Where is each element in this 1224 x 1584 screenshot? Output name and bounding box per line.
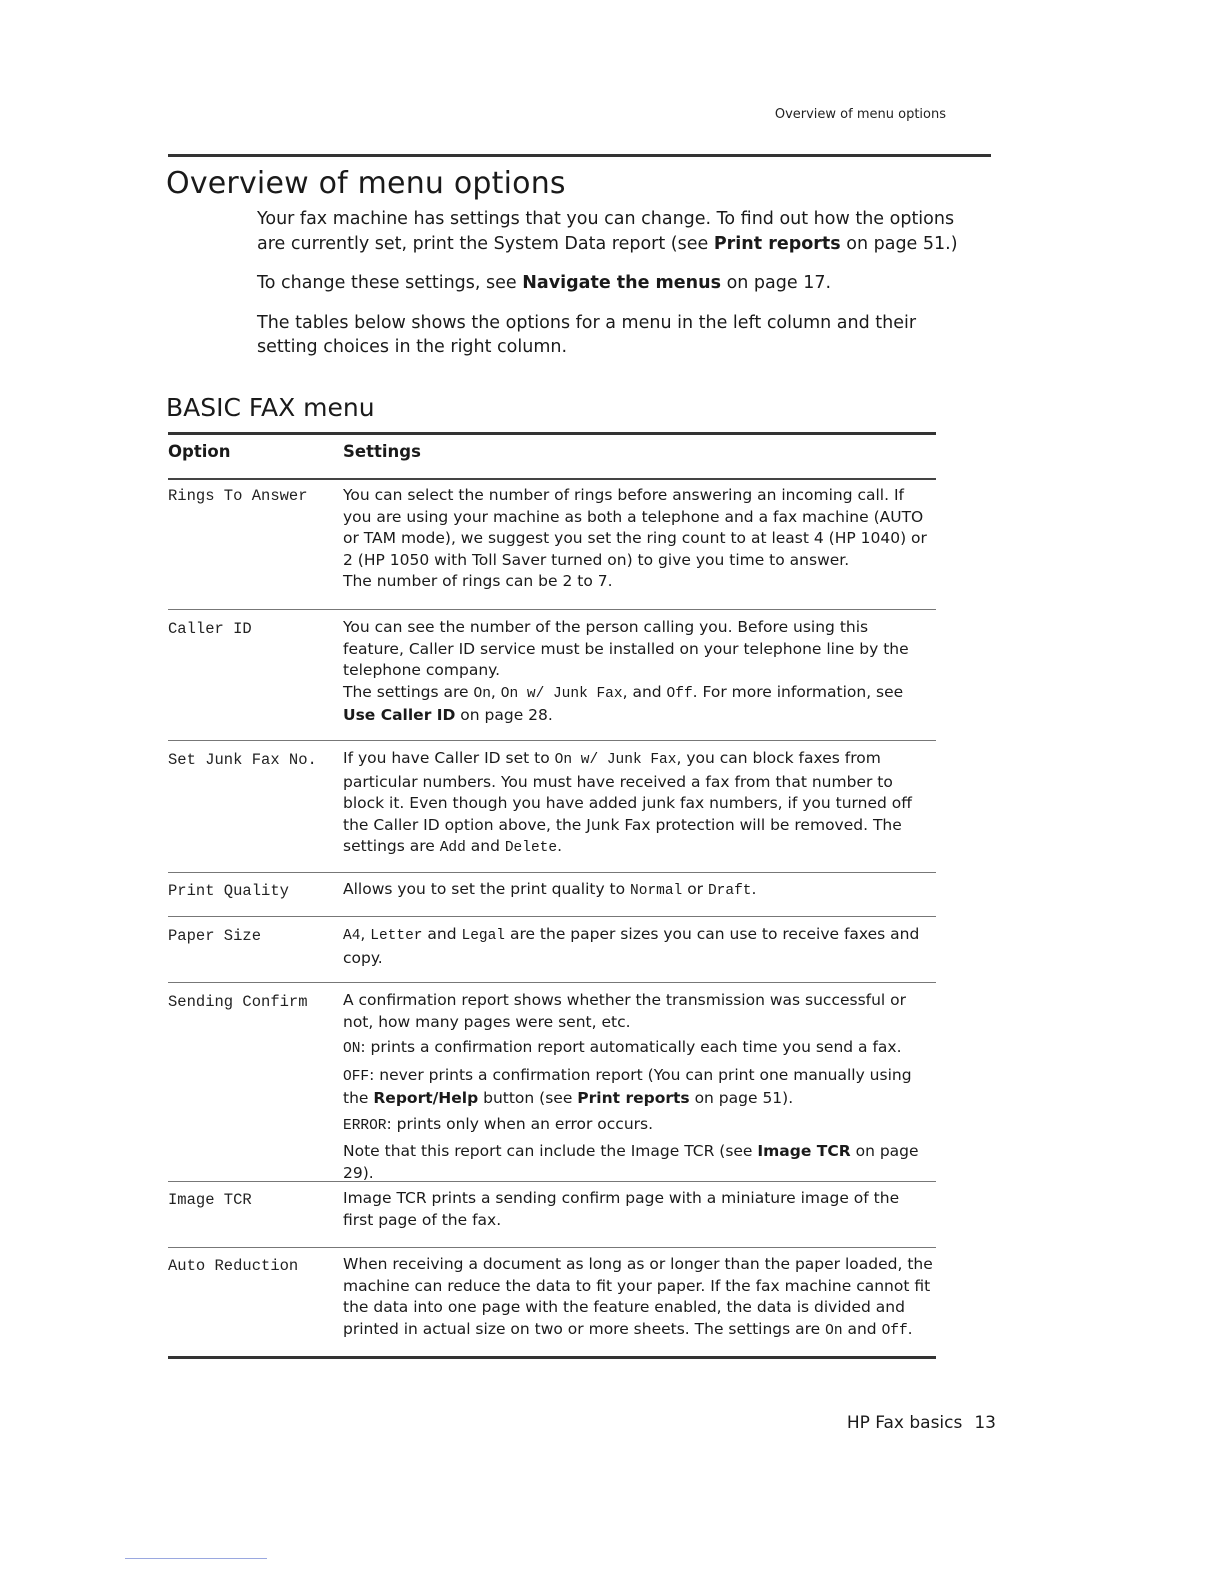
option-image-tcr: Image TCR — [168, 1191, 252, 1209]
settings-image-tcr: Image TCR prints a sending confirm page with a miniature image of the first page of the fax. — [343, 1189, 900, 1229]
column-header-settings: Settings — [343, 442, 421, 461]
intro-paragraph-3: The tables below shows the options for a menu in the left column and their setting choices in the right column. — [257, 312, 917, 357]
option-set-junk-fax-no: Set Junk Fax No. — [168, 751, 317, 769]
table-header-rule — [168, 478, 936, 480]
report-help-button-ref: Report/Help — [373, 1089, 479, 1107]
option-paper-size: Paper Size — [168, 927, 262, 945]
running-header: Overview of menu options — [774, 107, 946, 122]
page-number: 13 — [974, 1413, 996, 1433]
row-divider — [168, 872, 936, 873]
section-title: BASIC FAX menu — [166, 393, 375, 422]
image-tcr-ref: Image TCR — [757, 1142, 851, 1160]
option-auto-reduction: Auto Reduction — [168, 1257, 299, 1275]
settings-sending-confirm: A confirmation report shows whether the transmission was successful or not, how many pages were sent, etc. ON: prints a confirmation report automatically each time you send a fax. OFF: never prints a confirmation report (You can print one manually using the Report/Help button (see Print reports on page 51). ERROR: prints only when an error occurs. Note that this report can include the Image TCR (see Image TCR on page 29). — [343, 991, 919, 1182]
print-reports-ref: Print reports — [713, 233, 841, 254]
intro-paragraph-2: To change these settings, see Navigate the menus on page 17. — [257, 273, 832, 293]
use-caller-id-ref: Use Caller ID — [343, 706, 456, 724]
row-divider — [168, 740, 936, 741]
print-reports-ref: Print reports — [577, 1089, 690, 1107]
row-divider — [168, 982, 936, 983]
row-divider — [168, 1247, 936, 1248]
option-print-quality: Print Quality — [168, 882, 289, 900]
row-divider — [168, 1181, 936, 1182]
settings-caller-id: You can see the number of the person calling you. Before using this feature, Caller ID service must be installed on your telephone line by the telephone company. The settings are On, On w/ Junk Fax, and Off. For more information, see Use Caller ID on page 28. — [343, 618, 909, 724]
settings-paper-size: A4, Letter and Legal are the paper sizes you can use to receive faxes and copy. — [343, 925, 920, 967]
row-divider — [168, 609, 936, 610]
table-top-rule — [168, 432, 936, 435]
settings-set-junk-fax-no: If you have Caller ID set to On w/ Junk Fax, you can block faxes from particular numbers. You must have received a fax from that number to block it. Even though you have added junk fax numbers, if you turned off the Caller ID option above, the Junk Fax protection will be removed. The settings are Add and Delete. — [343, 749, 912, 856]
scan-artifact-line — [125, 1558, 267, 1559]
column-header-option: Option — [168, 442, 231, 461]
settings-auto-reduction: When receiving a document as long as or longer than the paper loaded, the machine can reduce the data to fit your paper. If the fax machine cannot fit the data into one page with the feature enabled, the data is divided and printed in actual size on two or more sheets. The settings are On and Off. — [343, 1255, 933, 1339]
option-sending-confirm: Sending Confirm — [168, 993, 308, 1011]
navigate-menus-ref: Navigate the menus — [522, 273, 721, 293]
footer-section: HP Fax basics — [846, 1413, 963, 1433]
intro-text — [257, 207, 977, 375]
table-bottom-rule — [168, 1356, 936, 1359]
settings-print-quality: Allows you to set the print quality to Normal or Draft. — [343, 880, 757, 899]
settings-rings-to-answer: You can select the number of rings before answering an incoming call. If you are using your machine as both a telephone and a fax machine (AUTO or TAM mode), we suggest you set the ring count to at least 4 (HP 1040) or 2 (HP 1050 with Toll Saver turned on) to give you time to answer. The number of rings can be 2 to 7. — [343, 486, 927, 590]
header-rule — [168, 154, 991, 157]
option-rings-to-answer: Rings To Answer — [168, 487, 308, 505]
intro-paragraph-1: Your fax machine has settings that you can change. To find out how the options are currently set, print the System Data report (see Print reports on page 51.) — [257, 209, 958, 254]
option-caller-id: Caller ID — [168, 620, 252, 638]
page-footer — [847, 1413, 996, 1433]
row-divider — [168, 916, 936, 917]
page-title: Overview of menu options — [166, 166, 566, 201]
